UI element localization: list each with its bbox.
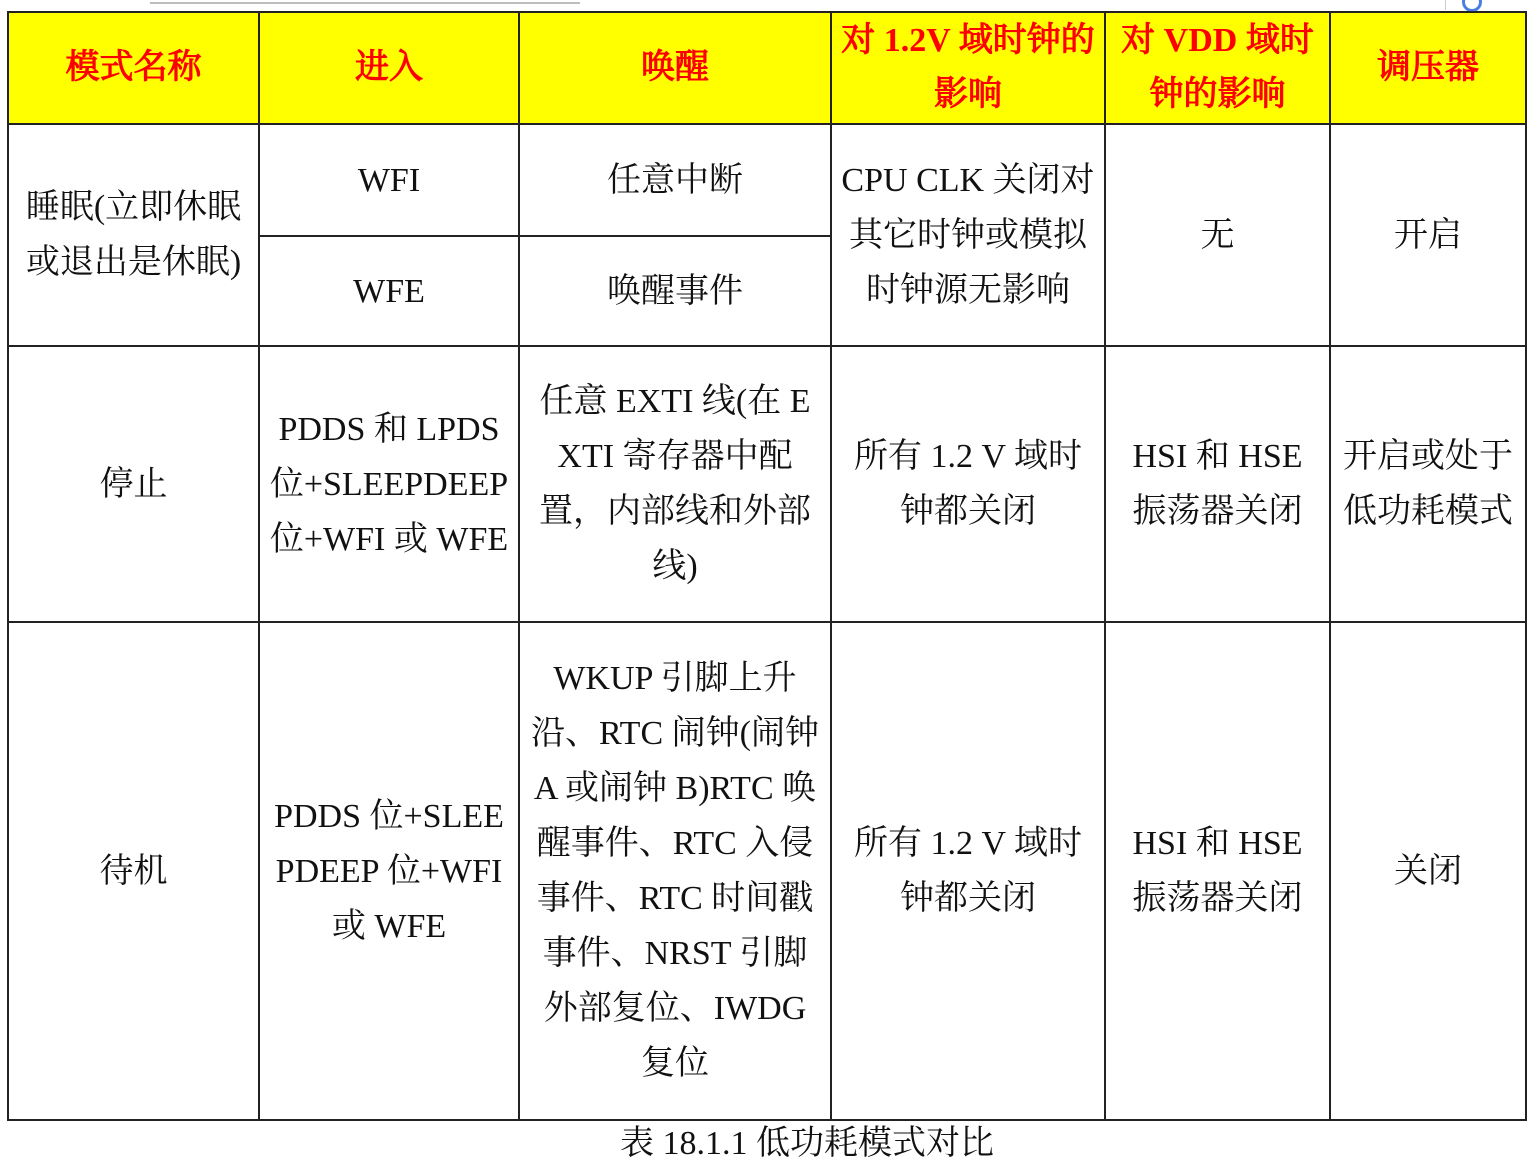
sleep-wakeup-wfi: 任意中断 [519, 124, 831, 236]
standby-1v2-clock-effect: 所有 1.2 V 域时钟都关闭 [831, 622, 1105, 1120]
sleep-regulator: 开启 [1330, 124, 1526, 346]
header-entry: 进入 [259, 12, 519, 124]
sleep-entry-wfi: WFI [259, 124, 519, 236]
table-row [8, 622, 1526, 1120]
stop-entry: PDDS 和 LPDS 位+SLEEPDEEP 位+WFI 或 WFE [259, 346, 519, 622]
header-vdd-clock-effect: 对 VDD 域时钟的影响 [1105, 12, 1330, 124]
header-regulator: 调压器 [1330, 12, 1526, 124]
sleep-1v2-clock-effect: CPU CLK 关闭对其它时钟或模拟时钟源无影响 [831, 124, 1105, 346]
sleep-vdd-clock-effect: 无 [1105, 124, 1330, 346]
standby-wakeup: WKUP 引脚上升沿、RTC 闹钟(闹钟 A 或闹钟 B)RTC 唤醒事件、RTC 入侵事件、RTC 时间戳事件、NRST 引脚外部复位、IWDG 复位 [519, 622, 831, 1120]
sleep-entry-wfe: WFE [259, 236, 519, 346]
header-mode-name: 模式名称 [8, 12, 259, 124]
cut-off-text-fragment [150, 0, 580, 4]
top-right-corner [1445, 0, 1536, 10]
header-wakeup: 唤醒 [519, 12, 831, 124]
table-row [8, 346, 1526, 622]
stop-mode-name: 停止 [8, 346, 259, 622]
standby-vdd-clock-effect: HSI 和 HSE 振荡器关闭 [1105, 622, 1330, 1120]
table-caption: 表 18.1.1 低功耗模式对比 [620, 1125, 994, 1162]
stop-vdd-clock-effect: HSI 和 HSE 振荡器关闭 [1105, 346, 1330, 622]
stop-wakeup: 任意 EXTI 线(在 EXTI 寄存器中配置，内部线和外部线) [519, 346, 831, 622]
standby-entry: PDDS 位+SLEEPDEEP 位+WFI 或 WFE [259, 622, 519, 1120]
table-row [8, 124, 1526, 236]
stop-1v2-clock-effect: 所有 1.2 V 域时钟都关闭 [831, 346, 1105, 622]
header-row [8, 12, 1526, 124]
sleep-mode-name: 睡眠(立即休眠或退出是休眠) [8, 124, 259, 346]
header-1v2-clock-effect: 对 1.2V 域时钟的影响 [831, 12, 1105, 124]
standby-regulator: 关闭 [1330, 622, 1526, 1120]
standby-mode-name: 待机 [8, 622, 259, 1120]
low-power-mode-comparison-table [7, 11, 1527, 1121]
stop-regulator: 开启或处于低功耗模式 [1330, 346, 1526, 622]
sleep-wakeup-wfe: 唤醒事件 [519, 236, 831, 346]
